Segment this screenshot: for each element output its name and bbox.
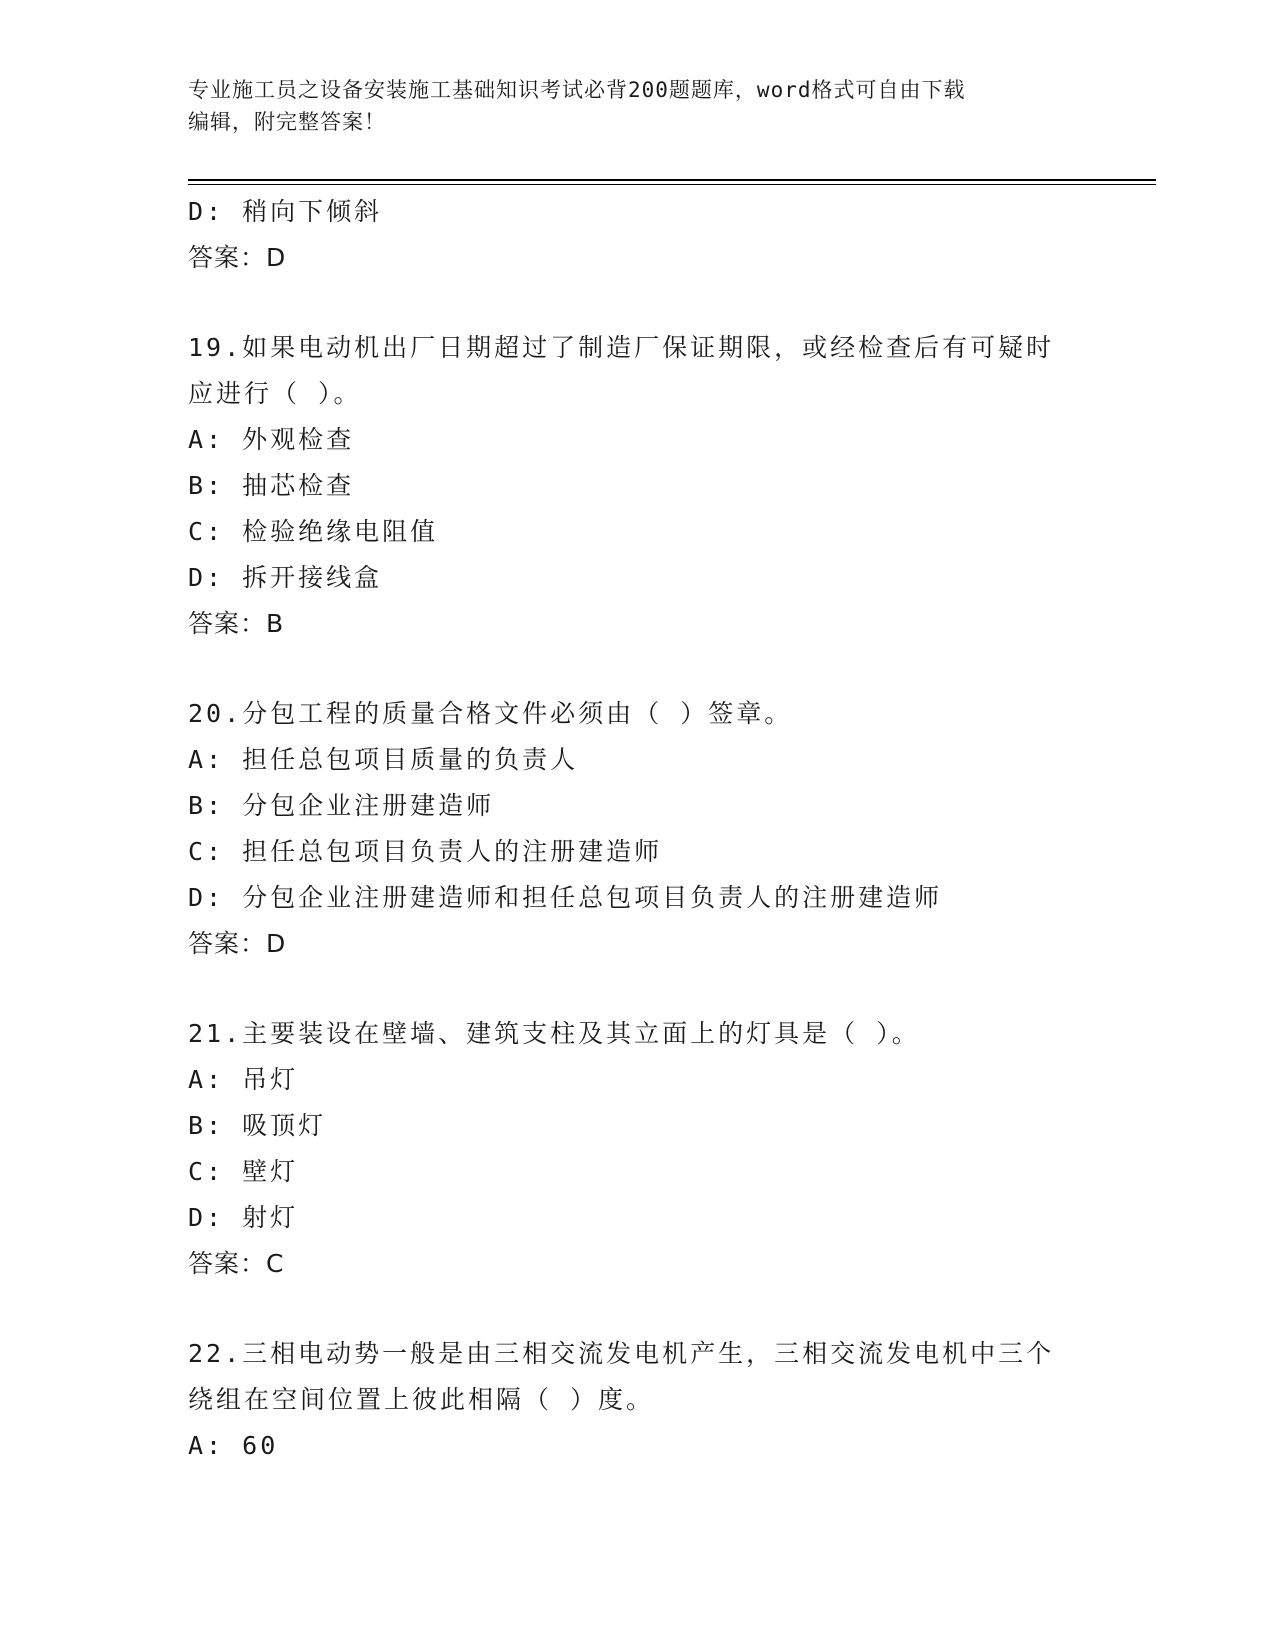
question-22: [188, 1331, 1088, 1469]
question-20: [188, 691, 1088, 967]
option-a: A: 担任总包项目质量的负责人: [188, 745, 579, 774]
question-list: [188, 189, 1088, 1469]
option-c: C: 壁灯: [188, 1157, 299, 1186]
header-title-line2: 编辑，附完整答案！: [188, 110, 386, 134]
spacer: [188, 967, 1088, 1011]
question-stem-continued: 应进行（ ）。: [188, 379, 362, 408]
answer-label: 答案：D: [188, 243, 287, 272]
document-header: [188, 74, 1088, 138]
header-title-line1: 专业施工员之设备安装施工基础知识考试必背200题题库，word格式可自由下载: [188, 78, 966, 102]
question-21: [188, 1011, 1088, 1287]
question-stem: 20.分包工程的质量合格文件必须由（ ）签章。: [188, 699, 793, 728]
question-stem: 21.主要装设在壁墙、建筑支柱及其立面上的灯具是（ ）。: [188, 1019, 920, 1048]
option-b: B: 分包企业注册建造师: [188, 791, 495, 820]
header-divider-thin: [188, 184, 1156, 185]
answer-label: 答案：B: [188, 609, 285, 638]
question-stem: 19.如果电动机出厂日期超过了制造厂保证期限，或经检查后有可疑时: [188, 333, 1055, 362]
answer-label: 答案：D: [188, 929, 287, 958]
spacer: [188, 1287, 1088, 1331]
question-stem-continued: 绕组在空间位置上彼此相隔（ ）度。: [188, 1385, 655, 1414]
option-c: C: 检验绝缘电阻值: [188, 517, 439, 546]
header-divider-thick: [188, 179, 1156, 181]
question-19: [188, 325, 1088, 647]
option-d: D: 分包企业注册建造师和担任总包项目负责人的注册建造师: [188, 883, 943, 912]
option-d: D: 射灯: [188, 1203, 299, 1232]
option-b: B: 吸顶灯: [188, 1111, 327, 1140]
option-a: A: 外观检查: [188, 425, 355, 454]
option-d: D: 拆开接线盒: [188, 563, 383, 592]
spacer: [188, 647, 1088, 691]
answer-label: 答案：C: [188, 1249, 285, 1278]
option-a: A: 吊灯: [188, 1065, 299, 1094]
option-a: A: 60: [188, 1431, 279, 1460]
spacer: [188, 281, 1088, 325]
question-stem: 22.三相电动势一般是由三相交流发电机产生，三相交流发电机中三个: [188, 1339, 1055, 1368]
option-c: C: 担任总包项目负责人的注册建造师: [188, 837, 663, 866]
option-d: D: 稍向下倾斜: [188, 197, 383, 226]
option-b: B: 抽芯检查: [188, 471, 355, 500]
